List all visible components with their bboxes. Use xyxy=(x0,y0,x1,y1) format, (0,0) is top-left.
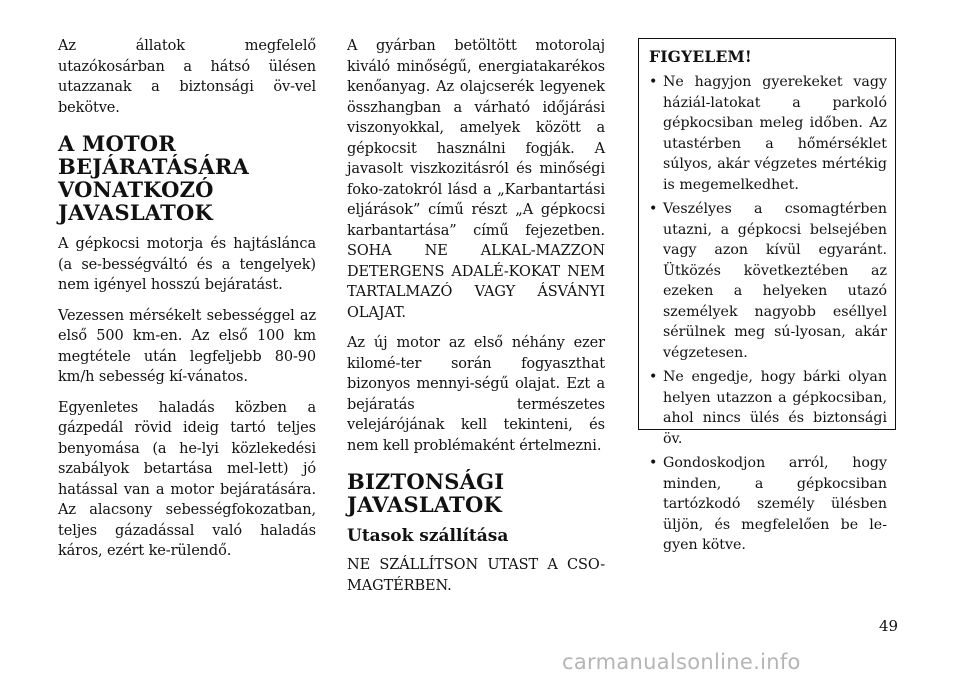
warning-item: • Ne engedje, hogy bárki olyan helyen utazzon a gépkocsiban, ahol nincs ülés és biztonsági öv. xyxy=(649,367,887,449)
warning-item: • Ne hagyjon gyerekeket vagy háziál-latokat a parkoló gépkocsiban meleg időben. Az utastérben a hőmérséklet súlyos, akár végzetes mértékig is megemelkedhet. xyxy=(649,72,887,195)
warning-item: • Veszélyes a csomagtérben utazni, a gépkocsi belsejében vagy azon kívül egyaránt. Ütközés következtében az ezeken a helyeken utazó személyek nagyobb eséllyel sérülnek meg sú-lyosan, akár végzetesen. xyxy=(649,199,887,363)
oil-consumption-paragraph: Az új motor az első néhány ezer kilomé-ter során fogyaszthat bizonyos mennyi-ségű olajat. Ezt a bejáratás természetes velejárójának kell tekinteni, és nem kell problémaként értelmezni. xyxy=(347,335,605,454)
warning-list xyxy=(649,72,887,556)
passengers-subheading: Utasok szállítása xyxy=(347,526,509,546)
warning-title: FIGYELEM! xyxy=(649,47,752,66)
break-in-intro-paragraph: A gépkocsi motorja és hajtáslánca (a se-bességváltó és a tengelyek) nem igényel hosszú bejáratást. xyxy=(58,236,316,293)
warning-box xyxy=(638,38,896,553)
engine-oil-paragraph: A gyárban betöltött motorolaj kiváló minőségű, energiatakarékos kenőanyag. Az olajcserék legyenek összhangban a várható időjárási viszonyokkal, amelyek között a gépkocsit használni fogják. A javasolt viszkozitásról és minőségi foko-zatokról lásd a „Karbantartási eljárások” című részt „A gépkocsi karbantartása” című fejezetben. SOHA NE ALKAL-MAZZON DETERGENS ADALÉ-KOKAT NEM TARTALMAZÓ VAGY ÁSVÁNYI OLAJAT. xyxy=(347,38,605,321)
pets-paragraph: Az állatok megfelelő utazókosárban a hátsó ülésen utazzanak a biztonsági öv-vel bekötve. xyxy=(58,38,316,116)
throttle-paragraph: Egyenletes haladás közben a gázpedál rövid ideig tartó teljes benyomása (a he-lyi közlekedési szabályok betartása mel-lett) jó hatással van a motor bejáratására. Az alacsony sebességfokozatban, teljes gázadással való haladás káros, ezért ke-rülendő. xyxy=(58,399,316,559)
page-number: 49 xyxy=(879,617,899,635)
warning-item: • Gondoskodjon arról, hogy minden, a gépkocsiban tartózkodó személy ülésben üljön, és megfelelően be le-gyen kötve. xyxy=(649,453,887,556)
safety-tips-heading: BIZTONSÁGI JAVASLATOK xyxy=(347,469,505,517)
speed-paragraph: Vezessen mérsékelt sebességgel az első 500 km-en. Az első 100 km megtétele után legfeljebb 80-90 km/h sebesség kí-vánatos. xyxy=(58,307,316,385)
left-column xyxy=(58,36,316,572)
watermark-text: carmanualsonline.info xyxy=(562,650,801,674)
middle-column xyxy=(347,36,605,606)
engine-break-in-heading: A MOTOR BEJÁRATÁSÁRA VONATKOZÓ JAVASLATOK xyxy=(58,131,249,225)
cargo-area-paragraph: NE SZÁLLÍTSON UTAST A CSO-MAGTÉRBEN. xyxy=(347,557,605,594)
